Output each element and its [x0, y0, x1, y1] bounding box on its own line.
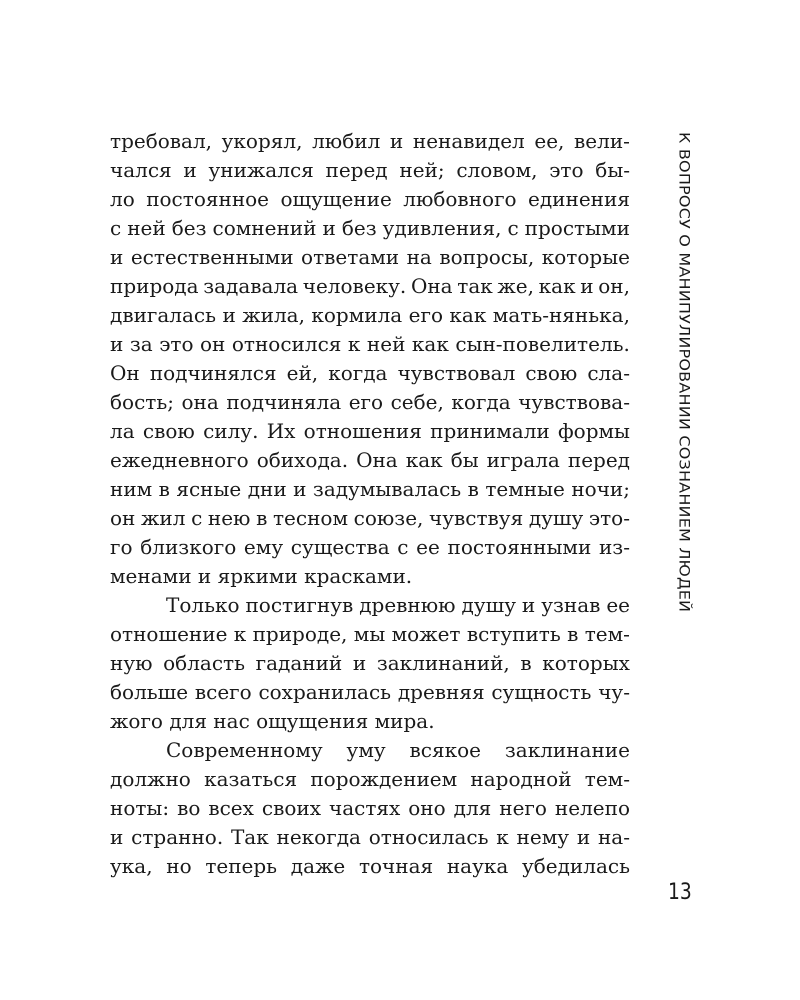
word: сомнений	[212, 216, 317, 240]
word: природе,	[252, 622, 348, 646]
word: узнав	[541, 593, 601, 617]
text-line	[110, 591, 630, 620]
word: к	[233, 622, 247, 646]
word: природа	[110, 274, 199, 298]
page-number: 13	[668, 880, 692, 905]
word: всех	[208, 796, 254, 820]
running-head	[665, 132, 703, 613]
word: как	[405, 448, 443, 472]
word: это	[549, 158, 584, 182]
word: и	[576, 825, 591, 849]
word: существа	[290, 535, 390, 559]
text-line	[110, 794, 630, 823]
word: чувствова-	[518, 390, 630, 414]
word: вопросы,	[439, 245, 535, 269]
word: унижался	[208, 158, 314, 182]
text-line	[110, 504, 630, 533]
word: ей,	[286, 361, 319, 385]
word: с	[507, 216, 519, 240]
word: Так	[230, 825, 269, 849]
word: и	[110, 825, 124, 849]
word: ее	[606, 593, 630, 617]
word: бы-	[595, 158, 630, 182]
word: постоянными	[447, 535, 592, 559]
word: перед	[567, 448, 630, 472]
word: же,	[497, 274, 534, 298]
word: как	[411, 332, 449, 356]
text-line	[110, 823, 630, 852]
word: постоянное	[146, 187, 270, 211]
word: ней	[366, 332, 406, 356]
word: даже	[290, 854, 346, 878]
word: двигалась	[110, 303, 217, 327]
word: всякое	[409, 738, 481, 762]
word: ненавидел	[412, 129, 525, 153]
word: его	[408, 303, 443, 327]
text-line	[110, 359, 630, 388]
word: ежедневного	[110, 448, 249, 472]
word: и	[222, 303, 236, 327]
word: заклинание	[504, 738, 630, 762]
word: играла	[486, 448, 560, 472]
word: задумывалась	[312, 477, 462, 501]
word: отношения	[303, 419, 422, 443]
word: древняя	[397, 680, 485, 704]
word: относился	[231, 332, 342, 356]
word: чувствовал	[397, 361, 516, 385]
word: без	[341, 216, 377, 240]
word: и	[521, 593, 536, 617]
word: укорял,	[221, 129, 303, 153]
word: Она	[410, 274, 453, 298]
word: тем-	[584, 622, 630, 646]
word: вступить	[466, 622, 561, 646]
word: своих	[261, 796, 322, 820]
word: сын-повелитель.	[455, 332, 630, 356]
word: ла	[110, 419, 135, 443]
word: народной	[470, 767, 572, 791]
word: как	[449, 303, 487, 327]
word: и	[580, 274, 594, 298]
text-line	[110, 533, 630, 562]
word: темные	[485, 477, 565, 501]
line-text: жого для нас ощущения мира.	[110, 709, 435, 733]
word: силу.	[203, 419, 259, 443]
word: это-	[588, 506, 630, 530]
word: без	[171, 216, 207, 240]
text-line	[110, 214, 630, 243]
word: чался	[110, 158, 172, 182]
word: кормила	[311, 303, 403, 327]
word: жил	[141, 506, 186, 530]
word: но	[166, 854, 192, 878]
word: человеку.	[302, 274, 407, 298]
word: свою	[142, 419, 195, 443]
text-line	[110, 852, 630, 881]
word: должно	[110, 767, 191, 791]
word: которых	[542, 651, 630, 675]
word: уму	[346, 738, 386, 762]
word: сущность	[491, 680, 592, 704]
word: ночи;	[571, 477, 630, 501]
word: жила,	[242, 303, 305, 327]
word: ее,	[534, 129, 565, 153]
word: и	[293, 477, 307, 501]
word: из-	[598, 535, 630, 559]
word: ло	[110, 187, 135, 211]
word: когда	[328, 361, 388, 385]
word: с	[191, 506, 203, 530]
word: на-	[597, 825, 630, 849]
word: ее	[416, 535, 440, 559]
word: в	[520, 651, 532, 675]
word: для	[453, 796, 492, 820]
word: за	[129, 332, 153, 356]
word: требовал,	[110, 129, 213, 153]
word: древнюю	[359, 593, 456, 617]
word: в	[467, 477, 479, 501]
word: любил	[312, 129, 381, 153]
running-head-text: К ВОПРОСУ О МАНИПУЛИРОВАНИИ СОЗНАНИЕМ ЛЮДЕЙ	[675, 132, 693, 613]
text-line	[110, 388, 630, 417]
word: убедилась	[521, 854, 630, 878]
word: его	[348, 390, 384, 414]
word: он	[200, 332, 226, 356]
word: удивления,	[382, 216, 502, 240]
word: гаданий	[255, 651, 343, 675]
word: ную	[110, 651, 153, 675]
word: нелепо	[554, 796, 630, 820]
word: к	[496, 825, 509, 849]
word: в	[567, 622, 579, 646]
word: обихода.	[256, 448, 349, 472]
word: душу	[461, 593, 516, 617]
text-line	[110, 330, 630, 359]
word: Современному	[166, 738, 323, 762]
word: с	[397, 535, 409, 559]
word: формы	[558, 419, 630, 443]
word: некогда	[276, 825, 361, 849]
word: чувствуя	[429, 506, 524, 530]
text-line	[110, 417, 630, 446]
word: вели-	[574, 129, 630, 153]
word: бость;	[110, 390, 174, 414]
word: дни	[247, 477, 287, 501]
word: ему	[243, 535, 284, 559]
word: он	[110, 506, 136, 530]
word: в	[256, 506, 268, 530]
word: себе,	[390, 390, 444, 414]
word: и	[183, 158, 197, 182]
word: она	[181, 390, 219, 414]
word: на	[406, 245, 432, 269]
word: странно.	[131, 825, 224, 849]
word: теперь	[205, 854, 278, 878]
word: наука	[446, 854, 509, 878]
word: и	[110, 245, 124, 269]
word: постигнув	[245, 593, 354, 617]
word: когда	[451, 390, 511, 414]
text-line	[110, 707, 630, 736]
word: относилась	[368, 825, 489, 849]
word: и	[110, 332, 124, 356]
word: единения	[528, 187, 630, 211]
word: нему	[516, 825, 570, 849]
text-line	[110, 562, 630, 591]
word: чу-	[598, 680, 630, 704]
word: го	[110, 535, 133, 559]
word: точная	[358, 854, 434, 878]
word: сохранилась	[258, 680, 392, 704]
word: к	[347, 332, 361, 356]
word: тем-	[584, 767, 630, 791]
word: Она	[356, 448, 398, 472]
word: ощущение	[280, 187, 392, 211]
word: бы	[450, 448, 479, 472]
word: ней;	[399, 158, 445, 182]
text-line	[110, 185, 630, 214]
word: подчинялся	[149, 361, 277, 385]
word: союзе,	[353, 506, 424, 530]
word: принимали	[430, 419, 550, 443]
text-line	[110, 620, 630, 649]
word: всего	[194, 680, 252, 704]
word: Их	[266, 419, 296, 443]
text-line	[110, 765, 630, 794]
word: словом,	[456, 158, 538, 182]
word: подчиняла	[226, 390, 342, 414]
word: казаться	[204, 767, 298, 791]
word: задавала	[203, 274, 299, 298]
word: это	[159, 332, 194, 356]
word: так	[457, 274, 493, 298]
text-line	[110, 446, 630, 475]
word: он,	[598, 274, 630, 298]
word: мы	[353, 622, 386, 646]
word: которые	[541, 245, 630, 269]
word: и	[352, 651, 367, 675]
word: нею	[207, 506, 251, 530]
word: ноты:	[110, 796, 170, 820]
word: него	[499, 796, 547, 820]
word: отношение	[110, 622, 228, 646]
text-line	[110, 736, 630, 765]
word: в	[158, 477, 170, 501]
word: душу	[528, 506, 584, 530]
text-line	[110, 156, 630, 185]
text-line	[110, 678, 630, 707]
word: ней	[127, 216, 166, 240]
word: ним	[110, 477, 153, 501]
word: Он	[110, 361, 140, 385]
text-line	[110, 127, 630, 156]
word: тесном	[272, 506, 349, 530]
word: оно	[408, 796, 446, 820]
word: и	[389, 129, 404, 153]
word: порождением	[310, 767, 458, 791]
text-line	[110, 243, 630, 272]
word: во	[177, 796, 201, 820]
word: частях	[328, 796, 401, 820]
text-line	[110, 301, 630, 330]
word: простыми	[524, 216, 630, 240]
word: ответами	[301, 245, 400, 269]
word: мать-нянька,	[492, 303, 630, 327]
word: больше	[110, 680, 189, 704]
line-text: менами и яркими красками.	[110, 564, 413, 588]
word: естественными	[130, 245, 294, 269]
word: ясные	[176, 477, 242, 501]
word: и	[322, 216, 336, 240]
body-text	[110, 127, 630, 881]
text-line	[110, 272, 630, 301]
word: Только	[166, 593, 240, 617]
word: с	[110, 216, 122, 240]
word: может	[391, 622, 461, 646]
word: область	[163, 651, 245, 675]
word: как	[538, 274, 576, 298]
text-line	[110, 475, 630, 504]
word: свою	[525, 361, 578, 385]
word: ука,	[110, 854, 153, 878]
word: сла-	[587, 361, 630, 385]
word: перед	[325, 158, 388, 182]
word: заклинаний,	[376, 651, 510, 675]
word: любовного	[403, 187, 517, 211]
text-line	[110, 649, 630, 678]
word: близкого	[140, 535, 237, 559]
